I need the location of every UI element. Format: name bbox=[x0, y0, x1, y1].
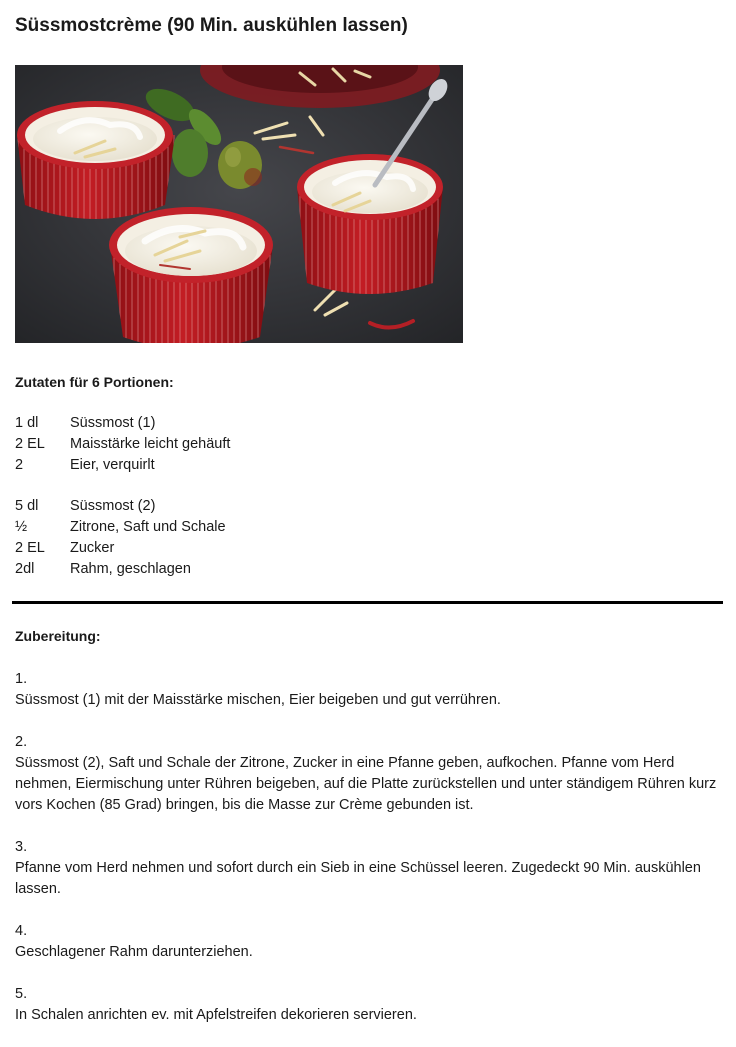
step-item bbox=[15, 921, 725, 963]
ingredient-quantity: 2 bbox=[15, 457, 24, 473]
ingredient-row bbox=[15, 496, 415, 517]
cream-desserts-illustration bbox=[15, 65, 463, 343]
step-text: Süssmost (2), Saft und Schale der Zitrone, Zucker in eine Pfanne geben, aufkochen. Pfanne vom Herd nehmen, Eiermischung unter Rühren beigeben, auf die Platte zurückstellen und unter ständigem Rühren kurz vors Kochen (85 Grad) bringen, bis die Masse zur Crème gebunden ist. bbox=[15, 755, 717, 813]
ingredient-row bbox=[15, 538, 415, 559]
step-item bbox=[15, 984, 725, 1026]
ingredient-row bbox=[15, 517, 415, 538]
ingredient-name: Süssmost (1) bbox=[70, 415, 156, 431]
step-text: Geschlagener Rahm darunterziehen. bbox=[15, 944, 253, 960]
step-text: Pfanne vom Herd nehmen und sofort durch ein Sieb in eine Schüssel leeren. Zugedeckt 90 Min. auskühlen lassen. bbox=[15, 860, 701, 897]
step-text: In Schalen anrichten ev. mit Apfelstreifen dekorieren servieren. bbox=[15, 1007, 417, 1023]
ingredient-name: Zucker bbox=[70, 540, 115, 556]
ingredient-quantity: 2 EL bbox=[15, 436, 45, 452]
step-item bbox=[15, 837, 725, 900]
step-number: 5. bbox=[15, 986, 28, 1002]
ingredients-heading: Zutaten für 6 Portionen: bbox=[15, 374, 174, 390]
section-divider bbox=[12, 601, 723, 604]
step-item bbox=[15, 669, 725, 711]
ingredient-quantity: 2 EL bbox=[15, 540, 45, 556]
ingredient-quantity: ½ bbox=[15, 519, 28, 535]
ingredient-name: Maisstärke leicht gehäuft bbox=[70, 436, 231, 452]
ingredient-row bbox=[15, 559, 415, 580]
preparation-heading: Zubereitung: bbox=[15, 628, 101, 644]
preparation-steps bbox=[15, 669, 725, 1047]
step-text: Süssmost (1) mit der Maisstärke mischen, Eier beigeben und gut verrühren. bbox=[15, 692, 501, 708]
recipe-photo bbox=[15, 65, 463, 343]
ingredient-quantity: 5 dl bbox=[15, 498, 39, 514]
ingredient-row bbox=[15, 413, 415, 434]
step-number: 3. bbox=[15, 839, 28, 855]
ingredient-row bbox=[15, 434, 415, 455]
step-number: 4. bbox=[15, 923, 28, 939]
step-number: 2. bbox=[15, 734, 28, 750]
page-title: Süssmostcrème (90 Min. auskühlen lassen) bbox=[15, 15, 408, 36]
ingredient-name: Süssmost (2) bbox=[70, 498, 156, 514]
ingredient-row bbox=[15, 455, 415, 476]
ingredient-quantity: 1 dl bbox=[15, 415, 39, 431]
ingredient-name: Rahm, geschlagen bbox=[70, 561, 191, 577]
ingredient-name: Eier, verquirlt bbox=[70, 457, 155, 473]
ingredient-quantity: 2dl bbox=[15, 561, 35, 577]
ingredients-list bbox=[15, 413, 415, 580]
step-number: 1. bbox=[15, 671, 28, 687]
ingredient-name: Zitrone, Saft und Schale bbox=[70, 519, 226, 535]
step-item bbox=[15, 732, 725, 816]
